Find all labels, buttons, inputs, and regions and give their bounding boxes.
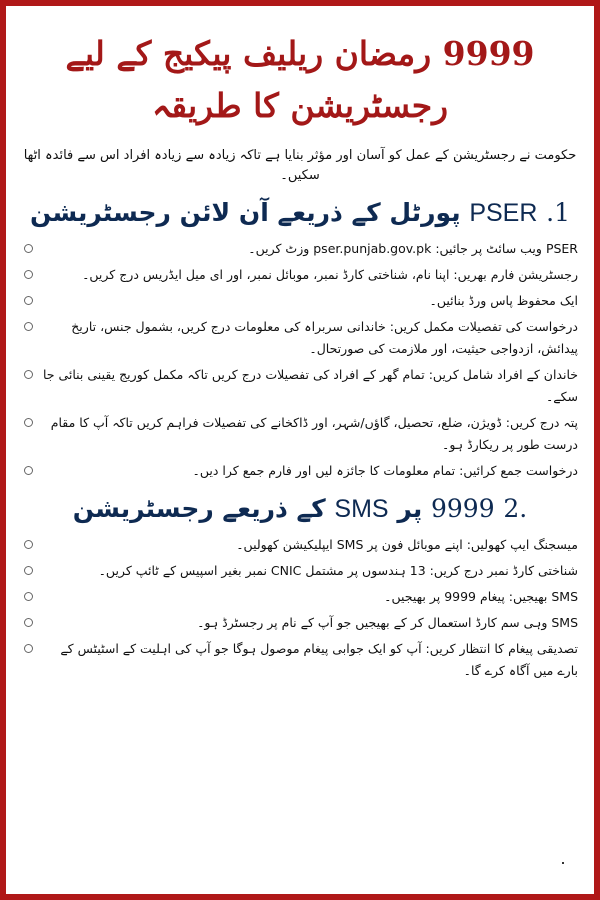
list-item-text: SMS وہی سم کارڈ استعمال کر کے بھیجیں جو آپ کے نام پر رجسٹرڈ ہو۔ [197, 615, 578, 630]
list-item-text: پتہ درج کریں: ڈویژن، ضلع، تحصیل، گاؤں/شہر، اور ڈاکخانے کی تفصیلات فراہم کریں تاکہ آپ کا مقام درست طور پر ریکارڈ ہو۔ [50, 415, 578, 452]
list-item-text: رجسٹریشن فارم بھریں: اپنا نام، شناختی کارڈ نمبر، موبائل نمبر، اور ای میل ایڈریس درج کریں۔ [82, 267, 578, 282]
intro-text: حکومت نے رجسٹریشن کے عمل کو آسان اور مؤثر بنایا ہے تاکہ زیادہ سے زیادہ افراد اس سے فائدہ اٹھا سکیں۔ [23, 148, 577, 183]
list-item [20, 586, 578, 608]
section-2-heading [20, 490, 580, 528]
list-item [20, 238, 578, 260]
circle-bullet-icon [24, 418, 33, 427]
list-item-text: ایک محفوظ پاس ورڈ بنائیں۔ [429, 293, 578, 308]
section-2-list [20, 534, 580, 682]
circle-bullet-icon [24, 618, 33, 627]
list-item [20, 264, 578, 286]
document-body [20, 20, 580, 880]
list-item-text: خاندان کے افراد شامل کریں: تمام گھر کے افراد کی تفصیلات درج کریں تاکہ مکمل کوریج یقینی بنائی جا سکے۔ [42, 367, 578, 404]
title-line-1: 9999 رمضان ریلیف پیکیج کے لیے [65, 34, 535, 73]
circle-bullet-icon [24, 270, 33, 279]
list-item [20, 534, 578, 556]
list-item-text: شناختی کارڈ نمبر درج کریں: 13 ہندسوں پر مشتمل CNIC نمبر بغیر اسپیس کے ٹائپ کریں۔ [98, 563, 578, 578]
list-item-text: تصدیقی پیغام کا انتظار کریں: آپ کو ایک جوابی پیغام موصول ہوگا جو آپ کی اہلیت کے اسٹیٹس کے بارے میں آگاہ کرے گا۔ [60, 641, 578, 678]
list-item [20, 316, 578, 360]
title-line-2: رجسٹریشن کا طریقہ [151, 86, 449, 125]
circle-bullet-icon [24, 296, 33, 305]
circle-bullet-icon [24, 322, 33, 331]
circle-bullet-icon [24, 370, 33, 379]
section-1-heading [20, 194, 580, 232]
section-1-list [20, 238, 580, 482]
list-item [20, 364, 578, 408]
list-item-text: درخواست کی تفصیلات مکمل کریں: خاندانی سربراہ کی معلومات درج کریں، بشمول جنس، تاریخ پیدائش، ازدواجی حیثیت، اور ملازمت کی صورتحال۔ [71, 319, 578, 356]
circle-bullet-icon [24, 592, 33, 601]
section-2-number: .2 [503, 494, 528, 523]
list-item [20, 460, 578, 482]
list-item-text: SMS بھیجیں: پیغام 9999 پر بھیجیں۔ [384, 589, 578, 604]
section-1-latin: PSER [469, 199, 538, 227]
stray-dot [562, 862, 564, 864]
list-item-text: PSER ویب سائٹ پر جائیں: pser.punjab.gov.pk وزٹ کریں۔ [248, 241, 578, 256]
section-1-title: پورٹل کے ذریعے آن لائن رجسٹریشن [30, 198, 461, 227]
section-2-latin: SMS [334, 495, 389, 523]
section-2-word-par: پر [397, 494, 423, 523]
section-2-title: کے ذریعے رجسٹریشن [72, 494, 326, 523]
page-title [20, 28, 580, 132]
circle-bullet-icon [24, 644, 33, 653]
list-item [20, 612, 578, 634]
list-item [20, 290, 578, 312]
list-item [20, 560, 578, 582]
list-item [20, 638, 578, 682]
circle-bullet-icon [24, 244, 33, 253]
circle-bullet-icon [24, 566, 33, 575]
list-item [20, 412, 578, 456]
circle-bullet-icon [24, 466, 33, 475]
list-item-text: میسجنگ ایپ کھولیں: اپنے موبائل فون پر SMS ایپلیکیشن کھولیں۔ [236, 537, 578, 552]
list-item-text: درخواست جمع کرائیں: تمام معلومات کا جائزہ لیں اور فارم جمع کرا دیں۔ [192, 463, 578, 478]
section-1-number: .1 [546, 198, 570, 227]
section-2-code: 9999 [431, 494, 495, 523]
circle-bullet-icon [24, 540, 33, 549]
